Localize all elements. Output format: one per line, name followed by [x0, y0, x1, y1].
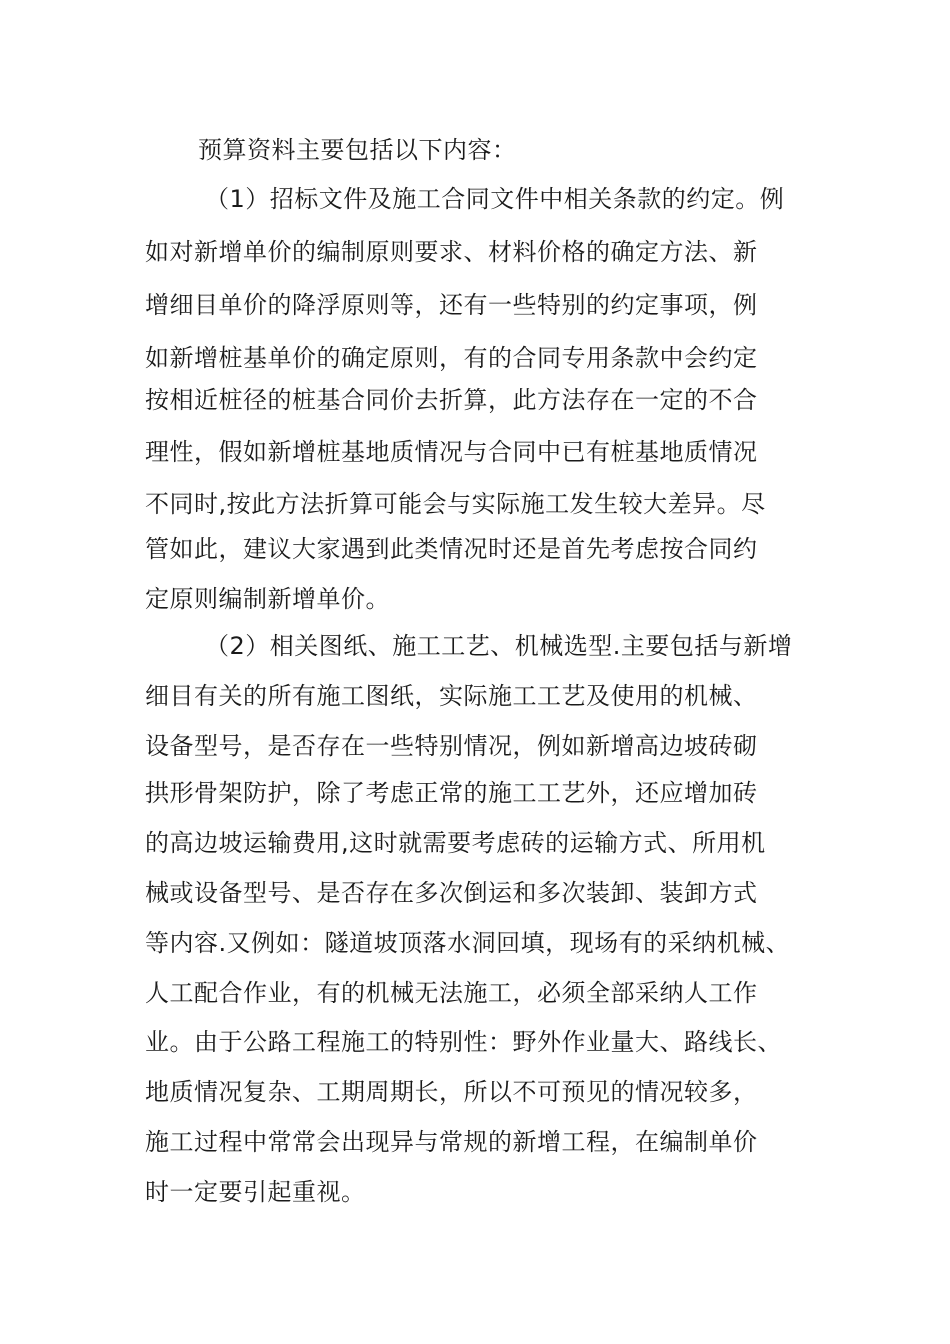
paragraph-2-line-4: 拱形骨架防护，除了考虑正常的施工工艺外，还应增加砖: [145, 779, 758, 807]
paragraph-2-line-8: 人工配合作业，有的机械无法施工，必须全部采纳人工作: [145, 979, 758, 1007]
paragraph-2-line-1: （2）相关图纸、施工工艺、机械选型.主要包括与新增: [205, 632, 793, 660]
paragraph-2-line-5: 的高边坡运输费用,这时就需要考虑砖的运输方式、所用机: [145, 829, 766, 857]
paragraph-2-line-3: 设备型号，是否存在一些特别情况，例如新增高边坡砖砌: [145, 732, 758, 760]
paragraph-1-line-1: （1）招标文件及施工合同文件中相关条款的约定。例: [205, 185, 785, 213]
paragraph-1-line-2: 如对新增单价的编制原则要求、材料价格的确定方法、新: [145, 238, 758, 266]
paragraph-2-line-9: 业。由于公路工程施工的特别性：野外作业量大、路线长、: [145, 1028, 782, 1056]
paragraph-1-line-3: 增细目单价的降浮原则等，还有一些特别的约定事项，例: [145, 291, 758, 319]
paragraph-2-line-2: 细目有关的所有施工图纸，实际施工工艺及使用的机械、: [145, 682, 758, 710]
paragraph-1-line-5: 按相近桩径的桩基合同价去折算，此方法存在一定的不合: [145, 386, 758, 414]
intro-line: 预算资料主要包括以下内容：: [198, 136, 517, 164]
paragraph-2-line-11: 施工过程中常常会出现异与常规的新增工程，在编制单价: [145, 1128, 758, 1156]
paragraph-2-line-7: 等内容.又例如：隧道坡顶落水洞回填，现场有的采纳机械、: [145, 929, 791, 957]
paragraph-1-line-7: 不同时,按此方法折算可能会与实际施工发生较大差异。尽: [145, 490, 766, 518]
paragraph-2-line-12: 时一定要引起重视。: [145, 1178, 366, 1206]
paragraph-1-line-9: 定原则编制新增单价。: [145, 585, 390, 613]
paragraph-2-line-6: 械或设备型号、是否存在多次倒运和多次装卸、装卸方式: [145, 879, 758, 907]
paragraph-1-line-6: 理性，假如新增桩基地质情况与合同中已有桩基地质情况: [145, 438, 758, 466]
paragraph-1-line-8: 管如此，建议大家遇到此类情况时还是首先考虑按合同约: [145, 535, 758, 563]
paragraph-1-line-4: 如新增桩基单价的确定原则，有的合同专用条款中会约定: [145, 344, 758, 372]
paragraph-2-line-10: 地质情况复杂、工期周期长，所以不可预见的情况较多，: [145, 1078, 758, 1106]
